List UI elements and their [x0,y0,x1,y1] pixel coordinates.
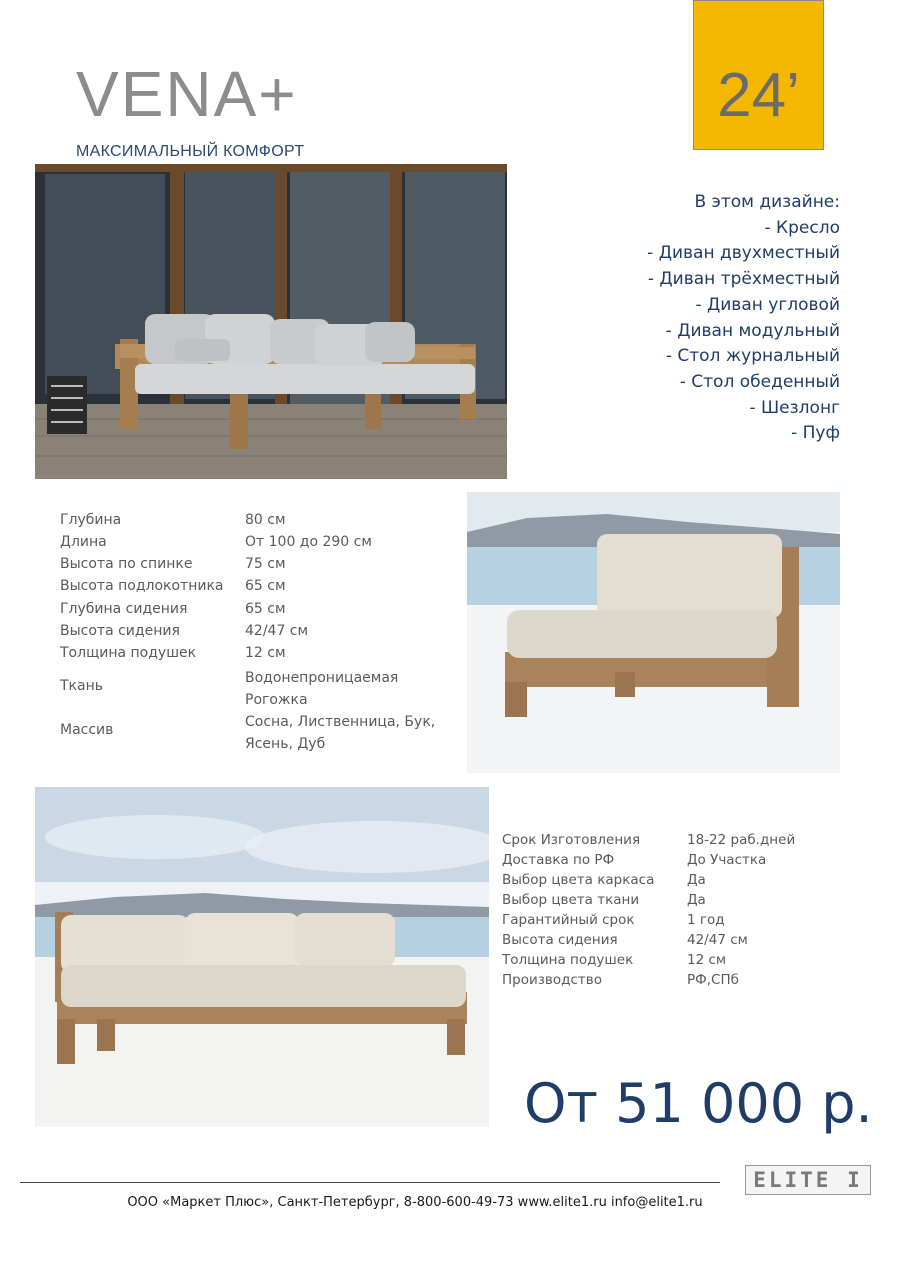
footer-contacts: ООО «Маркет Плюс», Санкт-Петербург, 8-800-600-49-73 www.elite1.ru info@elite1.ru [127,1195,703,1210]
design-list-item: - Стол журнальный [665,346,840,367]
production-label: Производство [502,972,602,988]
production-value: До Участка [687,852,767,868]
production-value: 42/47 см [687,932,748,948]
production-label: Срок Изготовления [502,832,641,848]
spec-label: Ткань [60,678,103,694]
production-label: Толщина подушек [502,952,634,968]
spec-value-multiline [245,667,398,711]
production-label: Выбор цвета ткани [502,892,640,908]
spec-label: Высота сидения [60,623,180,639]
armchair-photo [467,492,840,773]
dimensions-table [60,512,460,762]
footer-divider [20,1182,720,1183]
spec-label: Глубина сидения [60,601,188,617]
spec-value: 80 см [245,512,286,528]
spec-value-line: Водонепроницаемая [245,670,399,686]
production-value: 12 см [687,952,727,968]
design-list-heading: В этом дизайне: [694,192,840,212]
spec-value: 75 см [245,556,286,572]
spec-value: От 100 до 290 см [245,534,372,550]
badge-label: 24’ [717,60,800,130]
design-list-item: - Шезлонг [749,397,840,418]
product-title: VENA+ [76,58,298,130]
spec-value-line: Сосна, Лиственница, Бук, [245,714,436,730]
spec-label: Массив [60,722,114,738]
production-value: Да [687,892,706,908]
design-list [647,190,840,447]
brand-logo [745,1165,871,1195]
spec-label: Толщина подушек [60,645,197,661]
brand-logo-text: ELITE I [753,1168,863,1192]
production-value: РФ,СПб [687,972,739,988]
spec-value-multiline [245,711,435,755]
spec-label: Высота по спинке [60,556,193,572]
production-value: 18-22 раб.дней [687,832,796,848]
price-label: От 51 000 р. [524,1072,873,1135]
production-label: Гарантийный срок [502,912,635,928]
spec-value: 42/47 см [245,623,309,639]
design-list-item: - Диван трёхместный [647,269,840,290]
spec-value: 65 см [245,601,286,617]
model-badge [693,0,824,150]
production-value: 1 год [687,912,725,928]
spec-value-line: Рогожка [245,692,308,708]
design-list-item: - Стол обеденный [679,371,840,392]
production-table [502,832,822,1002]
design-list-item: - Диван модульный [665,320,840,341]
spec-label: Длина [60,534,107,550]
spec-label: Высота подлокотника [60,578,224,594]
design-list-item: - Кресло [764,217,840,238]
production-label: Выбор цвета каркаса [502,872,655,888]
design-list-item: - Диван двухместный [647,243,840,264]
design-list-item: - Пуф [791,423,840,444]
production-value: Да [687,872,706,888]
product-subtitle: МАКСИМАЛЬНЫЙ КОМФОРТ [76,143,305,160]
production-label: Доставка по РФ [502,852,615,868]
spec-value: 12 см [245,645,286,661]
design-list-item: - Диван угловой [695,294,840,315]
terrace-sofa-photo [35,164,507,479]
three-seat-sofa-photo [35,787,489,1127]
production-label: Высота сидения [502,932,618,948]
spec-value-line: Ясень, Дуб [245,736,326,752]
spec-label: Глубина [60,512,122,528]
spec-value: 65 см [245,578,286,594]
